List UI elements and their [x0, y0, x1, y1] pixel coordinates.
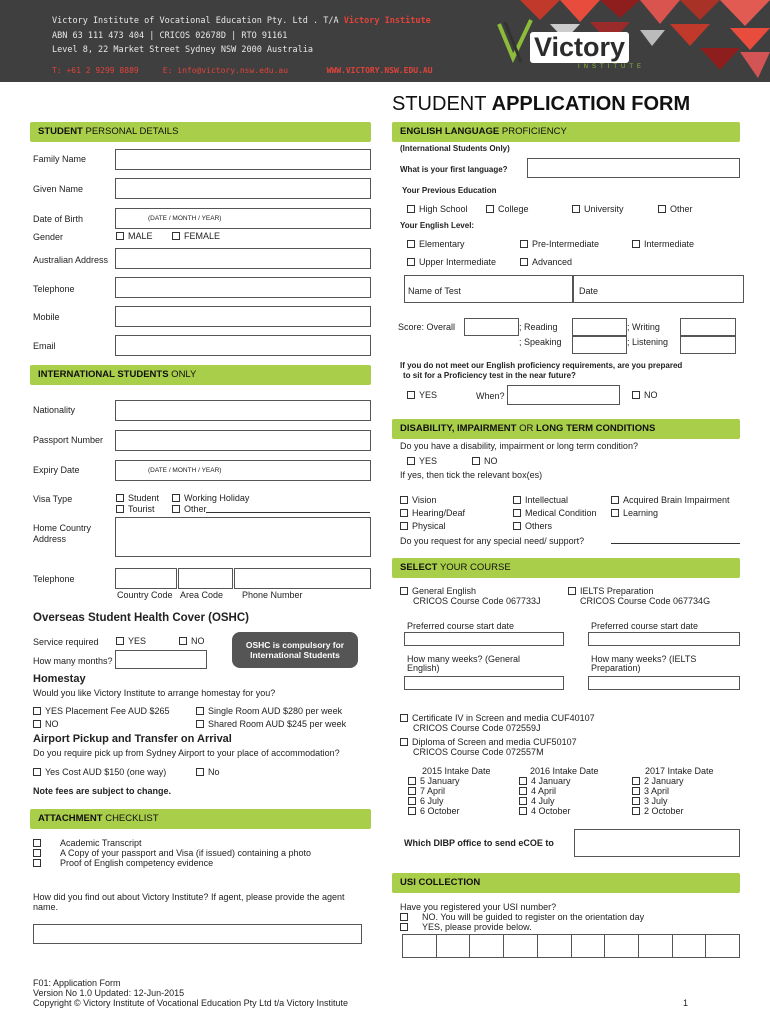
proficiency-no[interactable]: NO — [632, 390, 658, 400]
passport-label: Passport Number — [33, 435, 104, 445]
logo-text: Victory — [530, 32, 629, 63]
checkbox-icon — [400, 738, 408, 746]
intl-only-note: (International Students Only) — [400, 144, 510, 153]
victory-logo-mark — [495, 18, 535, 70]
email-label: Email — [33, 341, 56, 351]
checkbox-icon — [196, 720, 204, 728]
ge-weeks-input[interactable] — [404, 676, 564, 690]
disability-no[interactable]: NO — [472, 456, 498, 466]
agent-question: How did you find out about Victory Institute? If agent, please provide the agent — [33, 892, 345, 902]
checkbox-icon — [116, 494, 124, 502]
visa-other[interactable]: Other — [172, 504, 207, 514]
fees-note: Note fees are subject to change. — [33, 786, 172, 796]
intake-2015-4[interactable]: 6 October — [408, 806, 460, 816]
ge-cricos-code: CRICOS Course Code 067733J — [413, 596, 541, 606]
edu-college[interactable]: College — [486, 204, 529, 214]
intake-2016-4[interactable]: 4 October — [519, 806, 571, 816]
checkbox-icon — [472, 457, 480, 465]
first-language-input[interactable] — [527, 158, 740, 178]
nationality-label: Nationality — [33, 405, 76, 415]
gender-female[interactable]: FEMALE — [172, 231, 220, 241]
checkbox-icon — [400, 923, 408, 931]
usi-digit-cell[interactable] — [403, 935, 437, 957]
footer-form-id: F01: Application Form — [33, 978, 121, 988]
oshc-compulsory-note: OSHC is compulsory for International Students — [232, 632, 358, 668]
checkbox-icon — [407, 258, 415, 266]
ge-start-date-label: Preferred course start date — [407, 621, 515, 631]
usi-digit-cell[interactable] — [639, 935, 673, 957]
course-diploma[interactable]: Diploma of Screen and media CUF50107 — [400, 737, 577, 747]
checkbox-icon — [408, 787, 416, 795]
checkbox-icon — [632, 777, 640, 785]
nationality-input[interactable] — [115, 400, 371, 421]
given-name-label: Given Name — [33, 184, 84, 194]
dis-learning[interactable]: Learning — [611, 508, 658, 518]
homestay-question: Would you like Victory Institute to arrange homestay for you? — [33, 688, 276, 698]
edu-high-school[interactable]: High School — [407, 204, 468, 214]
score-reading-input[interactable] — [572, 318, 627, 336]
diploma-cricos-code: CRICOS Course Code 072557M — [413, 747, 544, 757]
edu-other[interactable]: Other — [658, 204, 693, 214]
disability-bar: DISABILITY, IMPAIRMENT OR LONG TERM CONDITIONS — [392, 419, 740, 439]
usi-digit-cell[interactable] — [437, 935, 471, 957]
intake-2016-3[interactable]: 4 July — [519, 796, 555, 806]
dis-medical[interactable]: Medical Condition — [513, 508, 597, 518]
proficiency-yes[interactable]: YES — [407, 390, 437, 400]
checkbox-icon — [658, 205, 666, 213]
checkbox-icon — [632, 797, 640, 805]
edu-university[interactable]: University — [572, 204, 624, 214]
checkbox-icon — [33, 839, 41, 847]
dibp-office-input[interactable] — [574, 829, 740, 857]
dis-others[interactable]: Others — [513, 521, 552, 531]
home-address-label-2: Address — [33, 534, 67, 544]
personal-details-bar: STUDENT PERSONAL DETAILS — [30, 122, 371, 142]
checkbox-icon — [196, 707, 204, 715]
checkbox-icon — [33, 768, 41, 776]
telephone-label: Telephone — [33, 284, 75, 294]
intl-telephone-label: Telephone — [33, 574, 75, 584]
test-date-label: Date — [579, 286, 599, 296]
dis-brain[interactable]: Acquired Brain Impairment — [611, 495, 730, 505]
proficiency-question: If you do not meet our English proficiency requirements, are you prepared — [400, 361, 683, 370]
checkbox-icon — [519, 797, 527, 805]
checkbox-icon — [172, 232, 180, 240]
disability-tick-label: If yes, then tick the relevant box(es) — [400, 470, 543, 480]
gender-label: Gender — [33, 232, 64, 242]
checkbox-icon — [519, 787, 527, 795]
ge-weeks-label: How many weeks? (General — [407, 654, 521, 664]
intake-2016-2[interactable]: 4 April — [519, 786, 556, 796]
contact-line: T: +61 2 9299 8889 E: info@victory.nsw.edu.au WWW.VICTORY.NSW.EDU.AU — [52, 66, 433, 75]
expiry-hint: (DATE / MONTH / YEAR) — [148, 467, 222, 474]
homestay-single[interactable]: Single Room AUD $280 per week — [196, 706, 342, 716]
score-speaking-input[interactable] — [572, 336, 627, 354]
english-bar: ENGLISH LANGUAGE PROFICIENCY — [392, 122, 740, 142]
level-upper-intermediate[interactable]: Upper Intermediate — [407, 257, 496, 267]
test-date-input[interactable] — [573, 275, 744, 303]
usi-no[interactable]: NO. You will be guided to register on the orientation day — [400, 912, 644, 922]
company-name: Victory Institute of Vocational Education Pty. Ltd . T/A Victory Institute — [52, 16, 431, 26]
homestay-shared[interactable]: Shared Room AUD $245 per week — [196, 719, 346, 729]
country-code-input[interactable] — [115, 568, 177, 589]
first-language-label: What is your first language? — [400, 165, 508, 174]
checkbox-icon — [33, 849, 41, 857]
dis-intellectual[interactable]: Intellectual — [513, 495, 568, 505]
intake-2015-heading: 2015 Intake Date — [422, 766, 491, 776]
dis-hearing[interactable]: Hearing/Deaf — [400, 508, 465, 518]
intake-2016-1[interactable]: 4 January — [519, 776, 571, 786]
checkbox-icon — [568, 587, 576, 595]
score-listening-input[interactable] — [680, 336, 736, 354]
visa-student[interactable]: Student — [116, 493, 159, 503]
checkbox-icon — [33, 859, 41, 867]
dis-vision[interactable]: Vision — [400, 495, 436, 505]
email-input[interactable] — [115, 335, 371, 356]
expiry-label: Expiry Date — [33, 465, 80, 475]
checkbox-icon — [486, 205, 494, 213]
checkbox-icon — [520, 258, 528, 266]
checkbox-icon — [400, 913, 408, 921]
previous-education-label: Your Previous Education — [402, 186, 497, 195]
checkbox-icon — [632, 807, 640, 815]
checkbox-icon — [407, 240, 415, 248]
home-address-label: Home Country — [33, 523, 92, 533]
area-code-input[interactable] — [178, 568, 233, 589]
oshc-no[interactable]: NO — [179, 636, 205, 646]
checkbox-icon — [611, 509, 619, 517]
family-name-label: Family Name — [33, 154, 87, 164]
intake-2015-3[interactable]: 6 July — [408, 796, 444, 806]
oshc-service-label: Service required — [33, 637, 99, 647]
checkbox-icon — [632, 787, 640, 795]
cert4-cricos-code: CRICOS Course Code 072559J — [413, 723, 541, 733]
address-input[interactable] — [115, 248, 371, 269]
checkbox-icon — [33, 720, 41, 728]
dob-hint: (DATE / MONTH / YEAR) — [148, 215, 222, 222]
checkbox-icon — [116, 505, 124, 513]
english-level-label: Your English Level: — [400, 221, 475, 230]
intake-2015-1[interactable]: 5 January — [408, 776, 460, 786]
checkbox-icon — [400, 714, 408, 722]
intake-2017-2[interactable]: 3 April — [632, 786, 669, 796]
score-overall-input[interactable] — [464, 318, 519, 336]
home-address-input[interactable] — [115, 517, 371, 557]
proficiency-when-label: When? — [476, 391, 505, 401]
dibp-label: Which DIBP office to send eCOE to — [404, 838, 554, 848]
given-name-input[interactable] — [115, 178, 371, 199]
checkbox-icon — [519, 777, 527, 785]
airport-yes[interactable]: Yes Cost AUD $150 (one way) — [33, 767, 166, 777]
usi-digit-cell[interactable] — [605, 935, 639, 957]
visa-other-line[interactable] — [206, 512, 370, 513]
attachment-bar: ATTACHMENT CHECKLIST — [30, 809, 371, 829]
score-reading-label: ; Reading — [519, 322, 558, 332]
airport-heading: Airport Pickup and Transfer on Arrival — [33, 733, 232, 745]
telephone-input[interactable] — [115, 277, 371, 298]
checkbox-icon — [407, 391, 415, 399]
page-number: 1 — [683, 998, 689, 1008]
checkbox-icon — [408, 807, 416, 815]
usi-yes[interactable]: YES, please provide below. — [400, 922, 532, 932]
checkbox-icon — [407, 205, 415, 213]
checkbox-icon — [400, 509, 408, 517]
intake-2017-4[interactable]: 2 October — [632, 806, 684, 816]
level-elementary[interactable]: Elementary — [407, 239, 465, 249]
footer-version: Version No 1.0 Updated: 12-Jun-2015 — [33, 988, 185, 998]
course-ielts[interactable]: IELTS Preparation — [568, 586, 653, 596]
family-name-input[interactable] — [115, 149, 371, 170]
checkbox-icon — [408, 777, 416, 785]
mobile-label: Mobile — [33, 312, 60, 322]
usi-question: Have you registered your USI number? — [400, 902, 557, 912]
ge-start-date-input[interactable] — [404, 632, 564, 646]
checkbox-icon — [513, 509, 521, 517]
visa-tourist[interactable]: Tourist — [116, 504, 155, 514]
oshc-heading: Overseas Student Health Cover (OSHC) — [33, 612, 250, 624]
footer-copyright: Copyright © Victory Institute of Vocational Education Pty Ltd t/a Victory Institute — [33, 998, 348, 1008]
ielts-weeks-label: How many weeks? (IELTS — [591, 654, 697, 664]
homestay-no[interactable]: NO — [33, 719, 59, 729]
checkbox-icon — [519, 807, 527, 815]
phone-number-input[interactable] — [234, 568, 371, 589]
ielts-start-date-input[interactable] — [588, 632, 740, 646]
attach-english[interactable]: Proof of English competency evidence — [33, 858, 213, 868]
usi-digit-cell[interactable] — [673, 935, 707, 957]
gender-male[interactable]: MALE — [116, 231, 153, 241]
area-code-label: Area Code — [180, 590, 224, 600]
course-bar: SELECT YOUR COURSE — [392, 558, 740, 578]
disability-question: Do you have a disability, impairment or long term condition? — [400, 441, 638, 451]
agent-question-2: name. — [33, 902, 59, 912]
dis-physical[interactable]: Physical — [400, 521, 446, 531]
mobile-input[interactable] — [115, 306, 371, 327]
course-general-english[interactable]: General English — [400, 586, 476, 596]
usi-digit-cell[interactable] — [470, 935, 504, 957]
agent-name-input[interactable] — [33, 924, 362, 944]
checkbox-icon — [407, 457, 415, 465]
passport-input[interactable] — [115, 430, 371, 451]
visa-working-holiday[interactable]: Working Holiday — [172, 493, 249, 503]
level-advanced[interactable]: Advanced — [520, 257, 572, 267]
score-overall-label: Score: Overall — [398, 322, 456, 332]
checkbox-icon — [172, 505, 180, 513]
ge-weeks-label-2: English) — [407, 663, 440, 673]
usi-digit-cell[interactable] — [538, 935, 572, 957]
phone-number-label: Phone Number — [242, 590, 303, 600]
intake-2017-3[interactable]: 3 July — [632, 796, 668, 806]
score-writing-label: ; Writing — [627, 322, 660, 332]
airport-no[interactable]: No — [196, 767, 220, 777]
checkbox-icon — [400, 496, 408, 504]
abn-line: ABN 63 111 473 404 | CRICOS 02678D | RTO 91161 — [52, 31, 288, 41]
attach-transcript[interactable]: Academic Transcript — [33, 838, 142, 848]
ielts-weeks-input[interactable] — [588, 676, 740, 690]
checkbox-icon — [196, 768, 204, 776]
country-code-label: Country Code — [117, 590, 173, 600]
checkbox-icon — [116, 637, 124, 645]
intake-2017-1[interactable]: 2 January — [632, 776, 684, 786]
checkbox-icon — [408, 797, 416, 805]
checkbox-icon — [520, 240, 528, 248]
visa-label: Visa Type — [33, 494, 73, 504]
support-input-line[interactable] — [611, 543, 740, 544]
disability-yes[interactable]: YES — [407, 456, 437, 466]
dob-label: Date of Birth — [33, 214, 84, 224]
usi-bar: USI COLLECTION — [392, 873, 740, 893]
score-writing-input[interactable] — [680, 318, 736, 336]
ielts-start-date-label: Preferred course start date — [591, 621, 699, 631]
checkbox-icon — [632, 391, 640, 399]
oshc-months-label: How many months? — [33, 656, 113, 666]
level-intermediate[interactable]: Intermediate — [632, 239, 694, 249]
homestay-heading: Homestay — [33, 673, 86, 685]
ielts-cricos-code: CRICOS Course Code 067734G — [580, 596, 711, 606]
homestay-yes[interactable]: YES Placement Fee AUD $265 — [33, 706, 170, 716]
proficiency-question-2: to sit for a Proficiency test in the near future? — [403, 371, 576, 380]
checkbox-icon — [513, 496, 521, 504]
checkbox-icon — [632, 240, 640, 248]
page-title: STUDENT APPLICATION FORM — [392, 93, 691, 115]
checkbox-icon — [572, 205, 580, 213]
address-line: Level 8, 22 Market Street Sydney NSW 2000 Australia — [52, 45, 313, 55]
intake-2017-heading: 2017 Intake Date — [645, 766, 714, 776]
checkbox-icon — [400, 522, 408, 530]
support-question: Do you request for any special need/ support? — [400, 536, 585, 546]
score-speaking-label: ; Speaking — [519, 337, 562, 347]
test-name-label: Name of Test — [408, 286, 461, 296]
checkbox-icon — [400, 587, 408, 595]
oshc-months-input[interactable] — [115, 650, 207, 669]
usi-number-input[interactable] — [402, 934, 740, 958]
usi-digit-cell[interactable] — [706, 935, 739, 957]
international-bar: INTERNATIONAL STUDENTS ONLY — [30, 365, 371, 385]
usi-digit-cell[interactable] — [504, 935, 538, 957]
checkbox-icon — [172, 494, 180, 502]
ielts-weeks-label-2: Preparation) — [591, 663, 641, 673]
checkbox-icon — [513, 522, 521, 530]
score-listening-label: ; Listening — [627, 337, 669, 347]
proficiency-when-input[interactable] — [507, 385, 620, 405]
address-label: Australian Address — [33, 255, 109, 265]
checkbox-icon — [179, 637, 187, 645]
letterhead — [0, 0, 770, 82]
checkbox-icon — [116, 232, 124, 240]
airport-question: Do you require pick up from Sydney Airport to your place of accommodation? — [33, 748, 340, 758]
level-pre-intermediate[interactable]: Pre-Intermediate — [520, 239, 599, 249]
intake-2016-heading: 2016 Intake Date — [530, 766, 599, 776]
intake-2015-2[interactable]: 7 April — [408, 786, 445, 796]
oshc-yes[interactable]: YES — [116, 636, 146, 646]
logo-subtext: INSTITUTE — [578, 64, 645, 70]
checkbox-icon — [611, 496, 619, 504]
usi-digit-cell[interactable] — [572, 935, 606, 957]
checkbox-icon — [33, 707, 41, 715]
course-cert4[interactable]: Certificate IV in Screen and media CUF40107 — [400, 713, 595, 723]
attach-passport[interactable]: A Copy of your passport and Visa (if issued) containing a photo — [33, 848, 311, 858]
